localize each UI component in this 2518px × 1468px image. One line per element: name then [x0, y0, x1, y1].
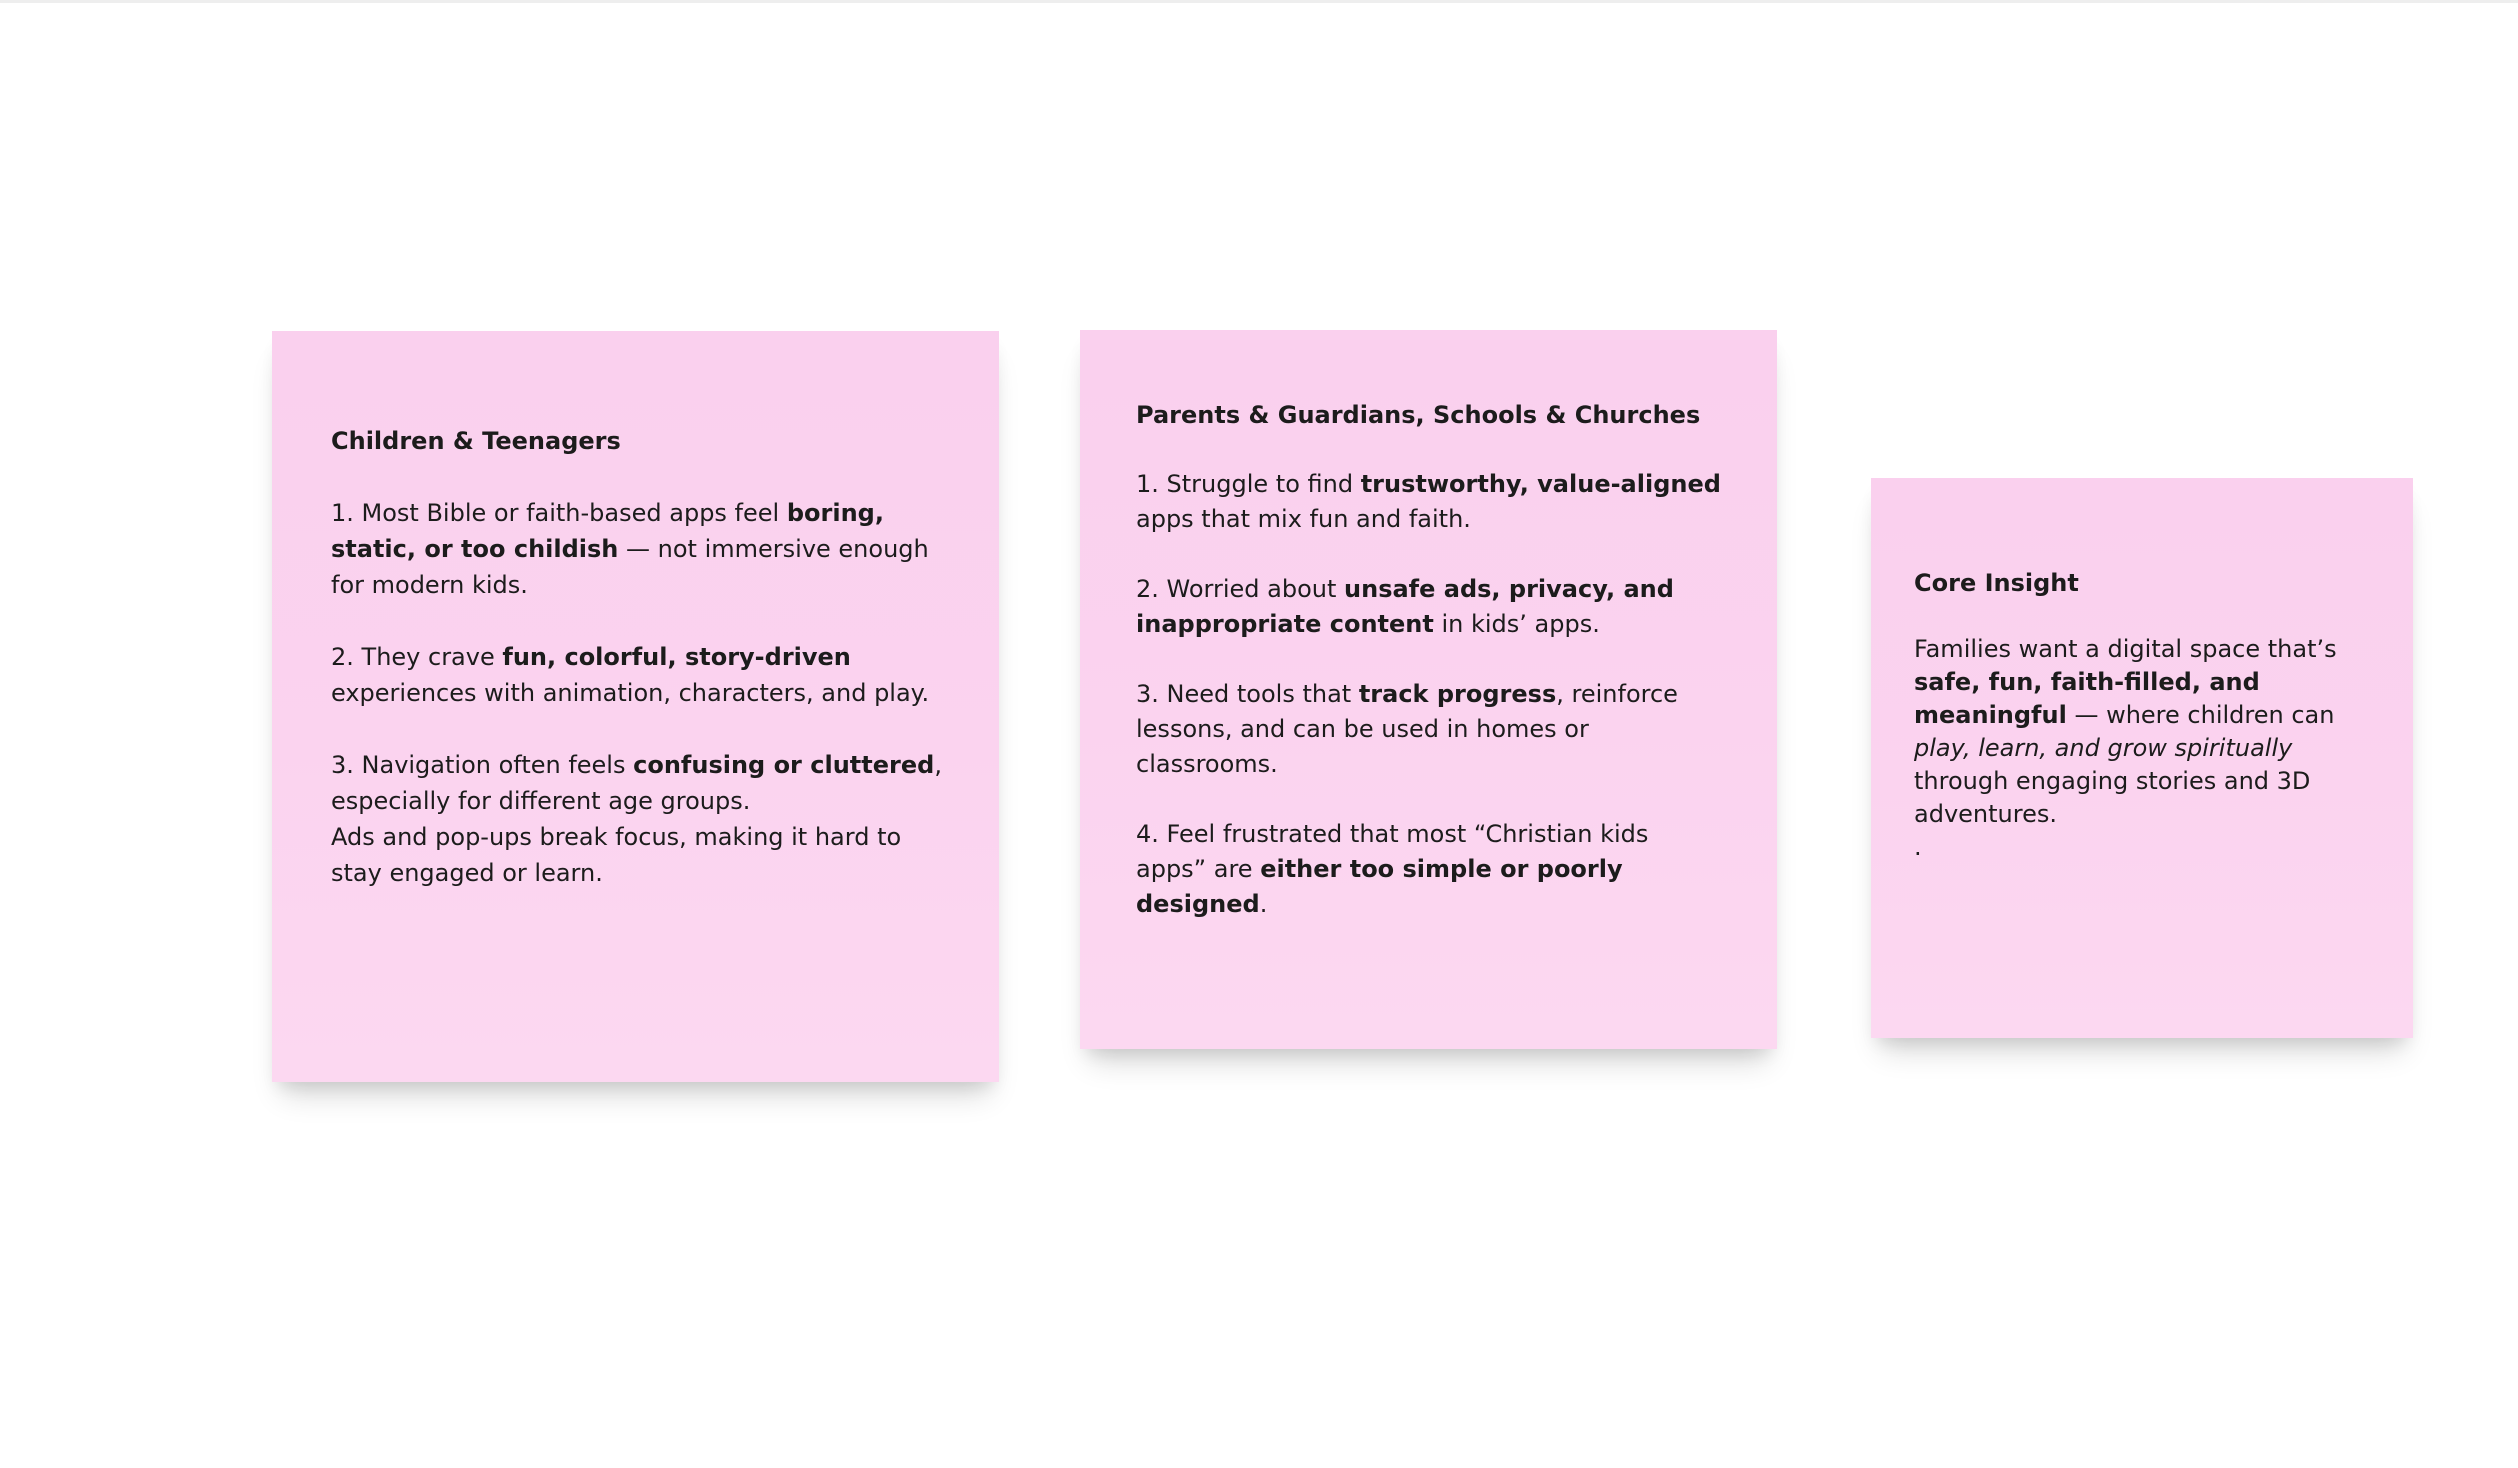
note-title: Children & Teenagers — [331, 427, 621, 455]
sticky-note-parents-schools-churches[interactable] — [1080, 330, 1777, 1049]
note-item: 3. Need tools that track progress, reinforce lessons, and can be used in homes or classrooms. — [1136, 680, 1678, 778]
canvas-top-edge — [0, 0, 2518, 3]
note-title: Parents & Guardians, Schools & Churches — [1136, 401, 1701, 429]
note-item: 3. Navigation often feels confusing or cluttered, especially for different age groups. Ads and pop-ups break focus, making it hard to stay engaged or learn. — [331, 751, 942, 887]
note-item: 2. They crave fun, colorful, story-driven experiences with animation, characters, and play. — [331, 643, 930, 707]
sticky-note-children-teenagers[interactable] — [272, 331, 999, 1082]
note-title: Core Insight — [1914, 569, 2079, 597]
sticky-note-core-insight[interactable] — [1871, 478, 2413, 1038]
note-body: Families want a digital space that’s safe, fun, faith-filled, and meaningful — where children can play, learn, and grow spiritually through engaging stories and 3D adventures. . — [1914, 635, 2337, 861]
note-item: 4. Feel frustrated that most “Christian kids apps” are either too simple or poorly designed. — [1136, 820, 1649, 918]
note-item: 1. Most Bible or faith-based apps feel boring, static, or too childish — not immersive enough for modern kids. — [331, 499, 929, 599]
note-item: 1. Struggle to find trustworthy, value-aligned apps that mix fun and faith. — [1136, 470, 1721, 533]
note-item: 2. Worried about unsafe ads, privacy, and inappropriate content in kids’ apps. — [1136, 575, 1674, 638]
